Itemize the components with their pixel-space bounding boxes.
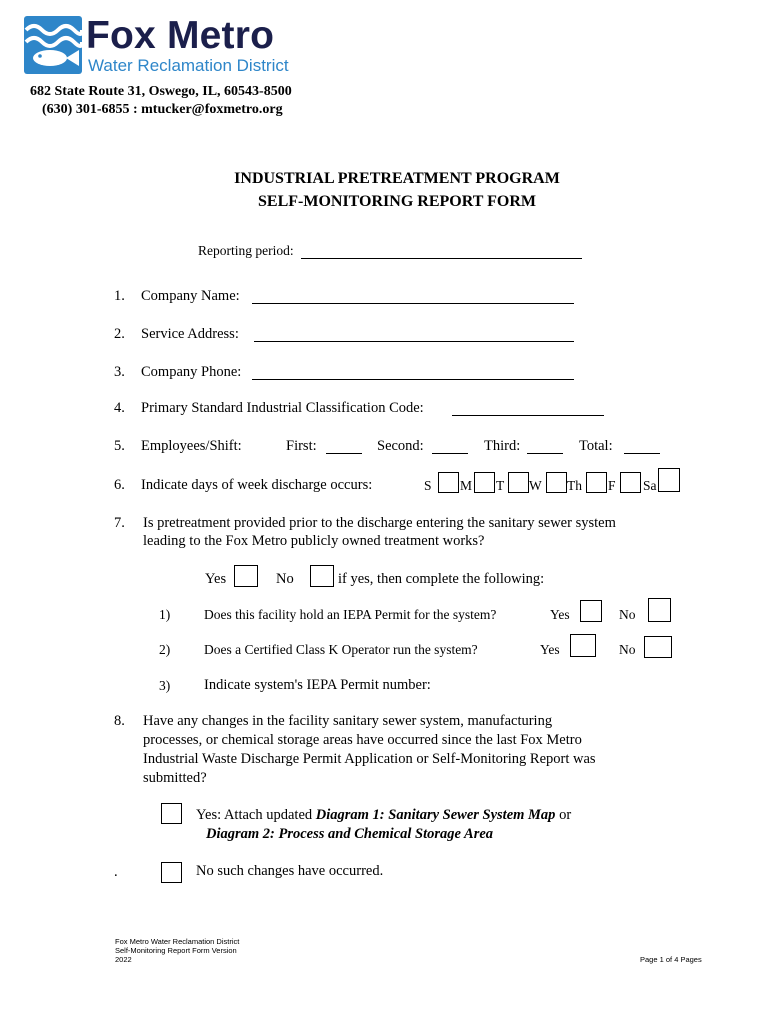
class-k-no-checkbox[interactable] — [644, 636, 672, 658]
no-changes-marker: . — [114, 864, 118, 880]
discharge-days-label: Indicate days of week discharge occurs: — [141, 477, 373, 493]
sic-code-field[interactable] — [452, 415, 604, 416]
address-line-1: 682 State Route 31, Oswego, IL, 60543-8500 — [30, 84, 292, 99]
iepa-permit-number-label: Indicate system's IEPA Permit number: — [204, 677, 431, 693]
page-number: Page 1 of 4 Pages — [640, 955, 702, 964]
day-label-w: W — [529, 478, 542, 493]
item-1-number: 1. — [114, 288, 125, 304]
form-title-line-1: INDUSTRIAL PRETREATMENT PROGRAM — [234, 170, 560, 187]
changes-question-line-3: Industrial Waste Discharge Permit Application or Self-Monitoring Report was — [143, 751, 596, 767]
pretreatment-no-label: No — [276, 571, 294, 587]
fish-water-logo-icon — [24, 16, 82, 74]
iepa-permit-no-checkbox[interactable] — [648, 598, 671, 622]
day-checkbox-monday[interactable] — [474, 472, 495, 493]
reporting-period-label: Reporting period: — [198, 243, 294, 258]
item-6-number: 6. — [114, 477, 125, 493]
day-label-sa: Sa — [643, 478, 657, 493]
total-shift-label: Total: — [579, 438, 613, 454]
first-shift-field[interactable] — [326, 453, 362, 454]
pretreatment-no-checkbox[interactable] — [310, 565, 334, 587]
iepa-permit-question: Does this facility hold an IEPA Permit for the system? — [204, 607, 497, 622]
company-phone-field[interactable] — [252, 379, 574, 380]
no-changes-checkbox[interactable] — [161, 862, 182, 883]
day-label-t: T — [496, 478, 505, 493]
subitem-3-number: 3) — [159, 678, 171, 693]
changes-yes-prefix: Yes: Attach updated — [196, 807, 313, 823]
changes-yes-checkbox[interactable] — [161, 803, 182, 824]
subitem-1-number: 1) — [159, 607, 171, 622]
changes-yes-or: or — [559, 807, 572, 823]
day-label-m: M — [460, 478, 473, 493]
pretreatment-question-line-2: leading to the Fox Metro publicly owned treatment works? — [143, 533, 485, 549]
no-changes-text: No such changes have occurred. — [196, 863, 384, 879]
footer-info — [115, 937, 239, 964]
item-5-number: 5. — [114, 438, 125, 454]
class-k-yes-checkbox[interactable] — [570, 634, 596, 657]
address-line-2: (630) 301-6855 : mtucker@foxmetro.org — [42, 102, 283, 117]
sic-code-label: Primary Standard Industrial Classification Code: — [141, 400, 424, 416]
pretreatment-followup-text: if yes, then complete the following: — [338, 571, 545, 587]
second-shift-label: Second: — [377, 438, 424, 454]
day-checkbox-thursday[interactable] — [586, 472, 607, 493]
item-3-number: 3. — [114, 364, 125, 380]
day-label-s: S — [424, 478, 432, 493]
diagram-1-reference: Diagram 1: Sanitary Sewer System Map — [315, 807, 556, 823]
org-subtitle: Water Reclamation District — [88, 56, 289, 75]
changes-yes-text — [196, 807, 571, 824]
employees-shift-label: Employees/Shift: — [141, 438, 242, 454]
footer-line-3: 2022 — [115, 955, 132, 964]
class-k-operator-question: Does a Certified Class K Operator run the system? — [204, 642, 478, 657]
footer-line-2: Self-Monitoring Report Form Version — [115, 946, 237, 955]
day-checkbox-wednesday[interactable] — [546, 472, 567, 493]
pretreatment-yes-checkbox[interactable] — [234, 565, 258, 587]
item-7-number: 7. — [114, 515, 125, 531]
reporting-period-field[interactable] — [301, 258, 582, 259]
first-shift-label: First: — [286, 438, 317, 454]
day-checkbox-sunday[interactable] — [438, 472, 459, 493]
day-checkbox-tuesday[interactable] — [508, 472, 529, 493]
day-label-f: F — [608, 478, 616, 493]
diagram-2-reference: Diagram 2: Process and Chemical Storage Area — [206, 826, 494, 842]
iepa-permit-yes-checkbox[interactable] — [580, 600, 602, 622]
iepa-permit-no-label: No — [619, 607, 636, 622]
form-title-line-2: SELF-MONITORING REPORT FORM — [258, 193, 536, 210]
company-name-label: Company Name: — [141, 288, 240, 304]
class-k-no-label: No — [619, 642, 636, 657]
item-8-number: 8. — [114, 713, 125, 729]
service-address-field[interactable] — [254, 341, 574, 342]
day-checkbox-saturday[interactable] — [658, 468, 680, 492]
footer-line-1: Fox Metro Water Reclamation District — [115, 937, 240, 946]
second-shift-field[interactable] — [432, 453, 468, 454]
day-checkbox-friday[interactable] — [620, 472, 641, 493]
third-shift-label: Third: — [484, 438, 521, 454]
changes-question-line-4: submitted? — [143, 770, 207, 786]
org-name: Fox Metro — [86, 14, 275, 57]
day-label-th: Th — [567, 478, 582, 493]
class-k-yes-label: Yes — [540, 642, 560, 657]
subitem-2-number: 2) — [159, 642, 171, 657]
company-phone-label: Company Phone: — [141, 364, 242, 380]
pretreatment-question-line-1: Is pretreatment provided prior to the discharge entering the sanitary sewer system — [143, 515, 616, 531]
pretreatment-yes-label: Yes — [205, 571, 227, 587]
changes-question-line-1: Have any changes in the facility sanitary sewer system, manufacturing — [143, 713, 553, 729]
third-shift-field[interactable] — [527, 453, 563, 454]
item-4-number: 4. — [114, 400, 125, 416]
company-name-field[interactable] — [252, 303, 574, 304]
total-shift-field[interactable] — [624, 453, 660, 454]
iepa-permit-yes-label: Yes — [550, 607, 570, 622]
service-address-label: Service Address: — [141, 326, 239, 342]
changes-question-line-2: processes, or chemical storage areas have occurred since the last Fox Metro — [143, 732, 582, 748]
item-2-number: 2. — [114, 326, 125, 342]
